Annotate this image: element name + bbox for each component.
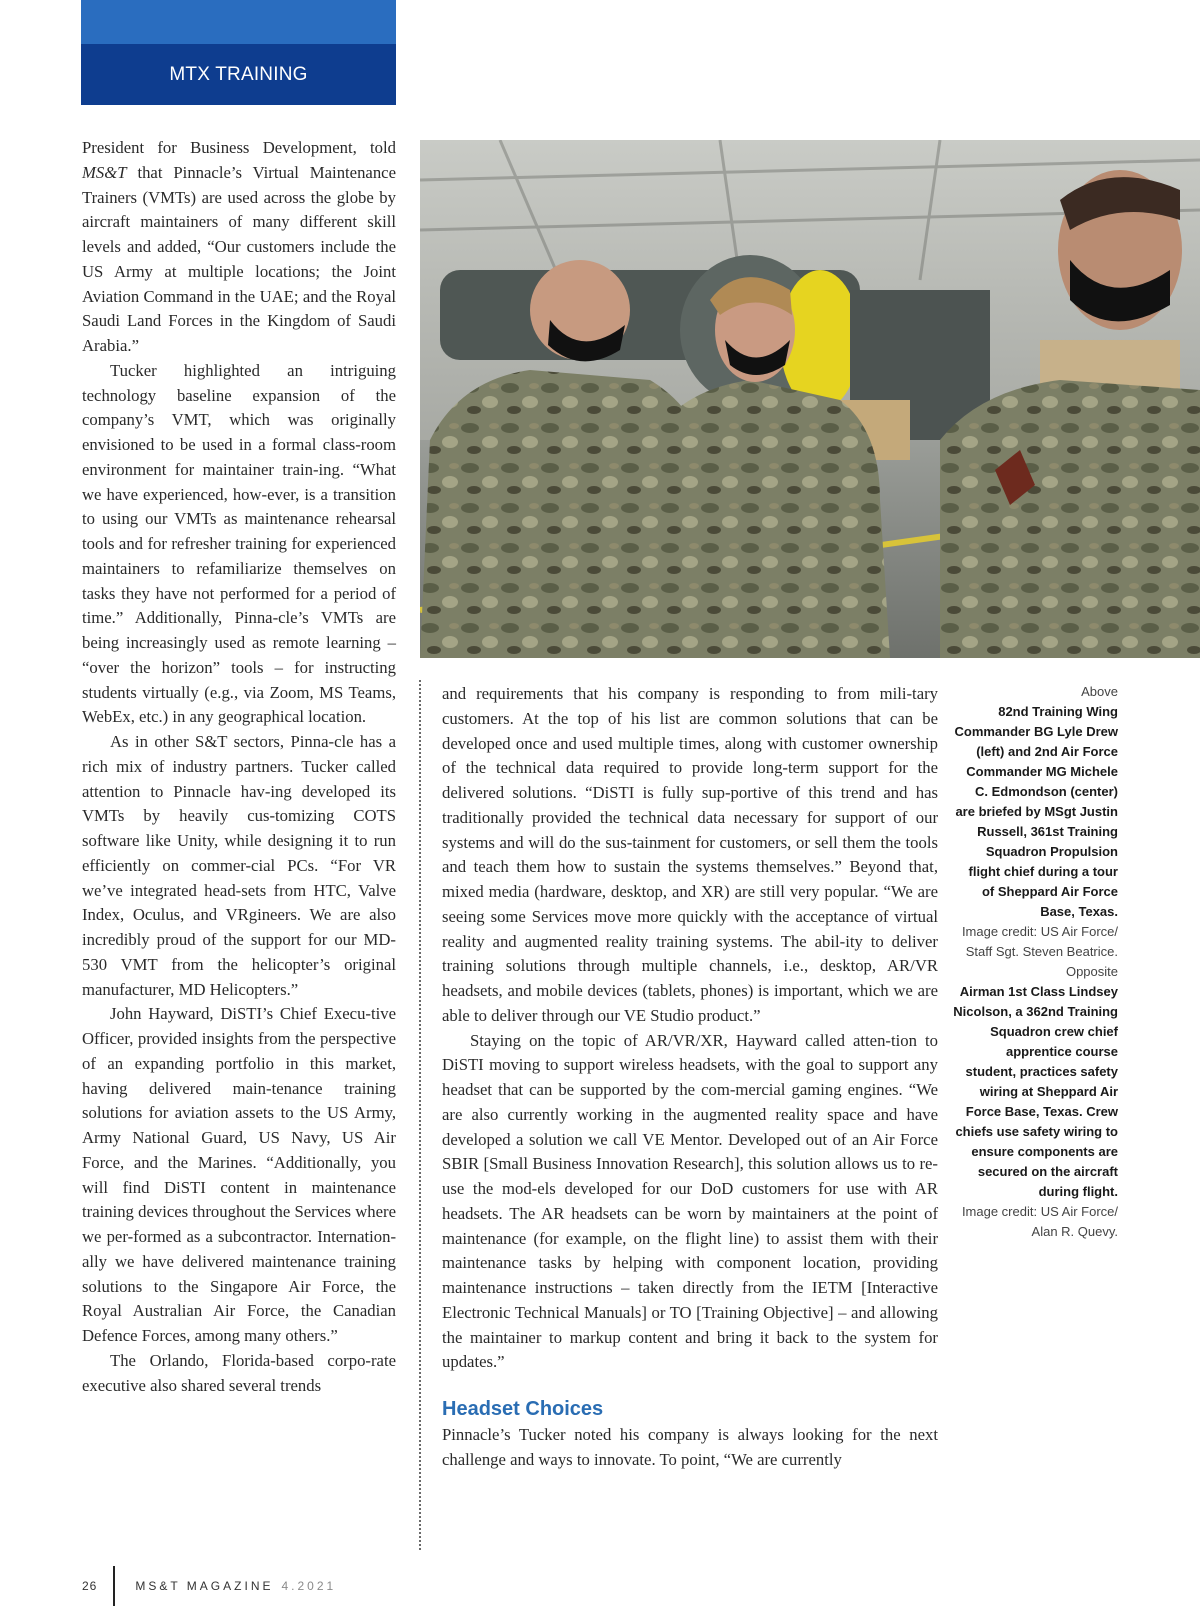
left-column-paragraph: Tucker highlighted an intriguing technology baseline expansion of the company’s VMT, which was originally envisioned to be used in a formal class-room environment for maintainer train-ing. “What we have experienced, how-ever, is a transition to using our VMTs as maintenance rehearsal tools and for refresher training for experienced maintainers to refamiliarize themselves on tasks they have not performed for a period of time.” Additionally, Pinna-cle’s VMTs are being increasingly used as remote learning – “over the horizon” tools – for instructing students virtually (e.g., via Zoom, MS Teams, WebEx, etc.) in any geographical location.	[82, 360, 396, 727]
photo-caption	[953, 682, 1118, 1242]
middle-column-paragraph: and requirements that his company is responding to from mili-tary customers. At the top of his list are common solutions that can be developed once and used multiple times, along with customer ownership of the technical data required to provide long-term support for the delivered solutions. “DiSTI is fully sup-portive of this trend and has traditionally provided the technical data necessary for support of our systems and will do the sus-tainment for customers, or sell them the tools and teach them how to sustain the systems themselves.” Beyond that, mixed media (hardware, desktop, and XR) are still very popular. “We are seeing some Services move more quickly with the acceptance of virtual reality and augmented reality training systems. The abil-ity to deliver training solutions through multiple channels, i.e., desktop, AR/VR headsets, and mobile devices (tablets, phones) is important, which we are able to deliver through our VE Studio product.”	[442, 684, 938, 1025]
caption-opposite-credit: Image credit: US Air Force/ Alan R. Quevy.	[961, 1204, 1118, 1239]
footer-divider	[113, 1566, 115, 1606]
section-tab-bar	[81, 44, 396, 105]
middle-column-paragraph: Staying on the topic of AR/VR/XR, Hayward called atten-tion to DiSTI moving to support wireless headsets, with the goal to support any headset that can be supported by the com-mercial gaming engines. “We are also currently working in the augmented reality space and have developed a solution we call VE Mentor. Developed out of an Air Force SBIR [Small Business Innovation Research], this solution allows us to re-use the mod-els developed for our DoD customers for use with AR headsets. The AR headsets can be worn by maintainers at the point of maintenance (for example, on the flight line) to assist them with their maintenance tasks by helping with component location, providing maintenance instructions – taken directly from the IETM [Interactive Electronic Technical Manuals] or TO [Training Objective] – and allowing the maintainer to markup content and bring it back to the system for updates.”	[442, 1030, 938, 1372]
section-heading: Headset Choices	[442, 1398, 604, 1420]
left-column	[82, 136, 396, 1398]
left-column-paragraph: The Orlando, Florida-based corpo-rate executive also shared several trends	[82, 1350, 396, 1395]
caption-opposite	[953, 962, 1118, 1242]
left-column-paragraph: As in other S&T sectors, Pinna-cle has a rich mix of industry partners. Tucker called attention to Pinnacle hav-ing developed its VMTs by heavily cus-tomizing COTS software like Unity, while designing it to run efficiently on commer-cial PCs. “For VR we’ve integrated head-sets from HTC, Valve Index, Oculus, and VRgineers. We are also incredibly proud of the support for our MD-530 VMT from the helicopter’s original manufacturer, MD Helicopters.”	[82, 732, 396, 999]
caption-opposite-label: Opposite	[1065, 964, 1118, 979]
section-tab-accent	[81, 0, 396, 44]
caption-above-credit: Image credit: US Air Force/ Staff Sgt. Steven Beatrice.	[961, 924, 1118, 959]
caption-above-text: 82nd Training Wing Commander BG Lyle Drew (left) and 2nd Air Force Commander MG Michele C. Edmondson (center) are briefed by MSgt Justin Russell, 361st Training Squadron Propulsion flight chief during a tour of Sheppard Air Force Base, Texas.	[954, 704, 1118, 919]
paragraph-after-heading: Pinnacle’s Tucker noted his company is always looking for the next challenge and ways to innovate. To point, “We are currently	[442, 1425, 938, 1469]
caption-opposite-text: Airman 1st Class Lindsey Nicolson, a 362nd Training Squadron crew chief apprentice course student, practices safety wiring at Sheppard Air Force Base, Texas. Crew chiefs use safety wiring to ensure components are secured on the aircraft during flight.	[953, 984, 1118, 1199]
section-label: MTX TRAINING	[169, 63, 308, 85]
page-footer	[82, 1566, 336, 1606]
left-column-paragraph: President for Business Development, told MS&T that Pinnacle’s Virtual Maintenance Trainers (VMTs) are used across the globe by aircraft maintainers of many different skill levels and added, “Our customers include the US Army at multiple locations; the Joint Aviation Command in the UAE; and the Royal Saudi Land Forces in the Kingdom of Saudi Arabia.”	[82, 138, 396, 355]
issue-date: 4.2021	[281, 1579, 337, 1593]
section-tab	[81, 0, 396, 105]
hangar-briefing-photo	[420, 140, 1200, 658]
caption-above-label: Above	[1081, 684, 1118, 699]
column-divider	[419, 680, 421, 1550]
page-number: 26	[82, 1579, 98, 1593]
magazine-name: MS&T MAGAZINE	[135, 1579, 274, 1593]
caption-above	[953, 682, 1118, 962]
left-column-paragraph: John Hayward, DiSTI’s Chief Execu-tive Officer, provided insights from the perspective of an expanding portfolio in this market, having delivered main-tenance training solutions for aviation assets to the US Army, Army National Guard, US Navy, US Air Force, and the Marines. “Additionally, you will find DiSTI content in maintenance training devices throughout the Services where we per-formed as a subcontractor. Internation-ally we have delivered maintenance training solutions to the Singapore Air Force, the Royal Australian Air Force, the Canadian Defence Forces, among many others.”	[82, 1004, 396, 1345]
middle-column-body	[442, 682, 938, 1375]
middle-column	[442, 682, 938, 1473]
